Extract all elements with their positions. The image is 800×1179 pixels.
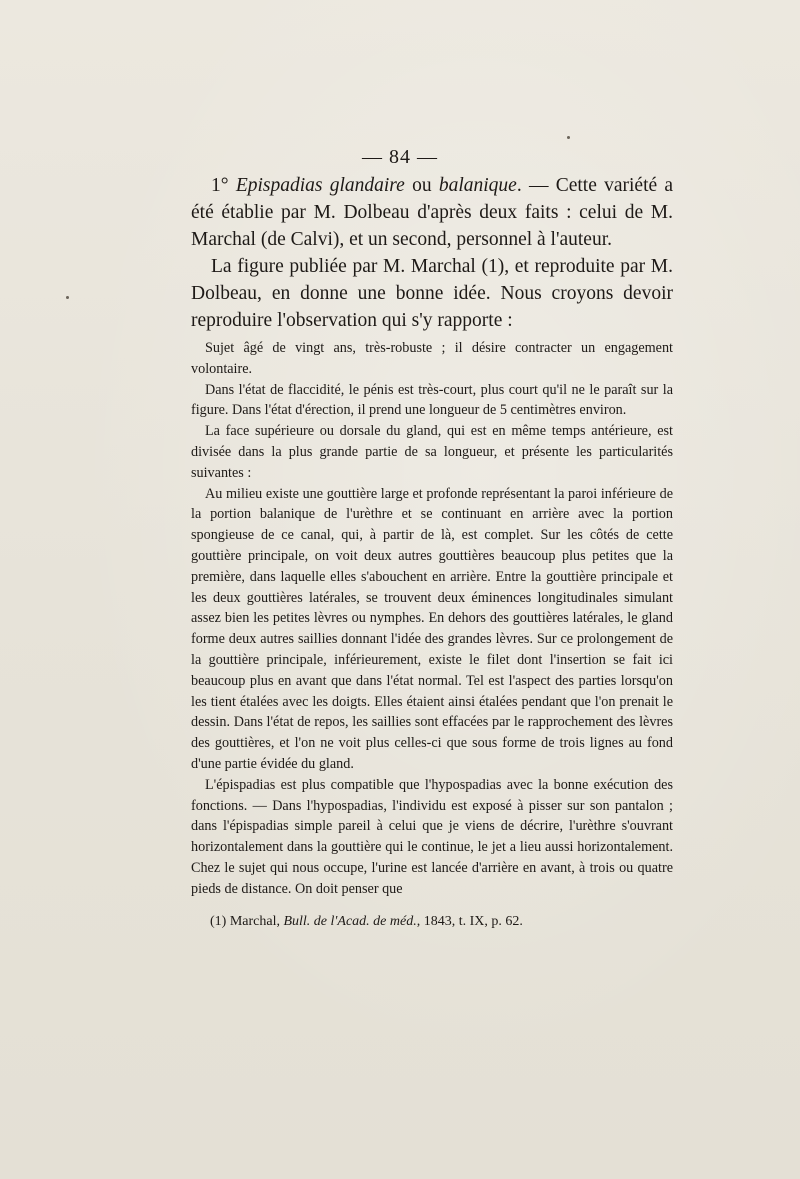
intro-text — [191, 172, 673, 334]
term-glandaire: Epispadias glandaire — [235, 175, 405, 196]
observation-paragraph-2: Dans l'état de flaccidité, le pénis est très-court, plus court qu'il ne le paraît sur la figure. Dans l'état d'érection, il prend une longueur de 5 centimètres environ. — [191, 381, 673, 419]
observation-paragraph-3: La face supérieure ou dorsale du gland, qui est en même temps antérieure, est divisée dans la plus grande partie de sa longueur, et présente les particularités suivantes : — [191, 423, 673, 481]
term-connector: ou — [412, 175, 432, 196]
observation-paragraph-1: Sujet âgé de vingt ans, très-robuste ; il désire contracter un engagement volontaire. — [191, 340, 673, 377]
page-number: — 84 — — [362, 146, 438, 168]
paper-speck — [567, 136, 570, 139]
footnote — [210, 914, 523, 930]
intro-paragraph-1 — [191, 172, 673, 253]
section-number: 1° — [211, 175, 229, 196]
footnote-rest: , 1843, t. IX, p. 62. — [416, 914, 523, 929]
footnote-source: Bull. de l'Acad. de méd. — [283, 914, 417, 929]
observation-paragraph-4: Au milieu existe une gouttière large et profonde représentant la paroi inférieure de la portion balanique de l'urèthre et se continuant en arrière avec la portion spongieuse de ce canal, qui, à partir de là, est complet. Sur les côtés de cette gouttière principale, on voit deux autres gouttières beaucoup plus petites que la première, dans laquelle elles s'abouchent en arrière. Entre la gouttière principale et les deux gouttières latérales, se trouvent deux éminences longitudinales simulant assez bien les petites lèvres ou nymphes. En dehors des gouttières latérales, le gland forme deux autres saillies donnant l'idée des grandes lèvres. Sur ce prolongement de la gouttière principale, inférieurement, existe le filet dont l'insertion se fait ici beaucoup plus en avant que dans l'état normal. Tel est l'aspect des parties lorsqu'on les tient étalées avec les doigts. Elles étaient ainsi étalées pendant que l'on prenait le dessin. Dans l'état de repos, les saillies sont effacées par le rapprochement des lèvres des gouttières, et l'on ne voit plus celles-ci que sous forme de trois lignes au fond d'une partie évidée du gland. — [191, 485, 673, 772]
observation-block — [191, 338, 673, 900]
footnote-marker: (1) Marchal, — [210, 914, 280, 929]
paper-speck — [66, 296, 69, 299]
observation-paragraph-5: L'épispadias est plus compatible que l'hypospadias avec la bonne exécution des fonctions. — Dans l'hypospadias, l'individu est exposé à pisser sur son pantalon ; dans l'épispadias simple pareil à celui que je viens de décrire, l'urèthre s'ouvrant horizontalement dans la gouttière qui le continue, le jet a lieu aussi horizontalement. Chez le sujet qui nous occupe, l'urine est lancée d'arrière en avant, à trois ou quatre pieds de distance. On doit penser que — [191, 776, 673, 897]
intro-paragraph-2: La figure publiée par M. Marchal (1), et reproduite par M. Dolbeau, en donne une bonne idée. Nous croyons devoir reproduire l'observation qui s'y rapporte : — [191, 256, 673, 331]
term-balanique: balanique — [438, 175, 517, 196]
intro-paragraph-1-rest: . — Cette variété a été établie par M. Dolbeau d'après deux faits : celui de M. Marchal (de Calvi), et un second, personnel à l'auteur. — [191, 175, 674, 250]
